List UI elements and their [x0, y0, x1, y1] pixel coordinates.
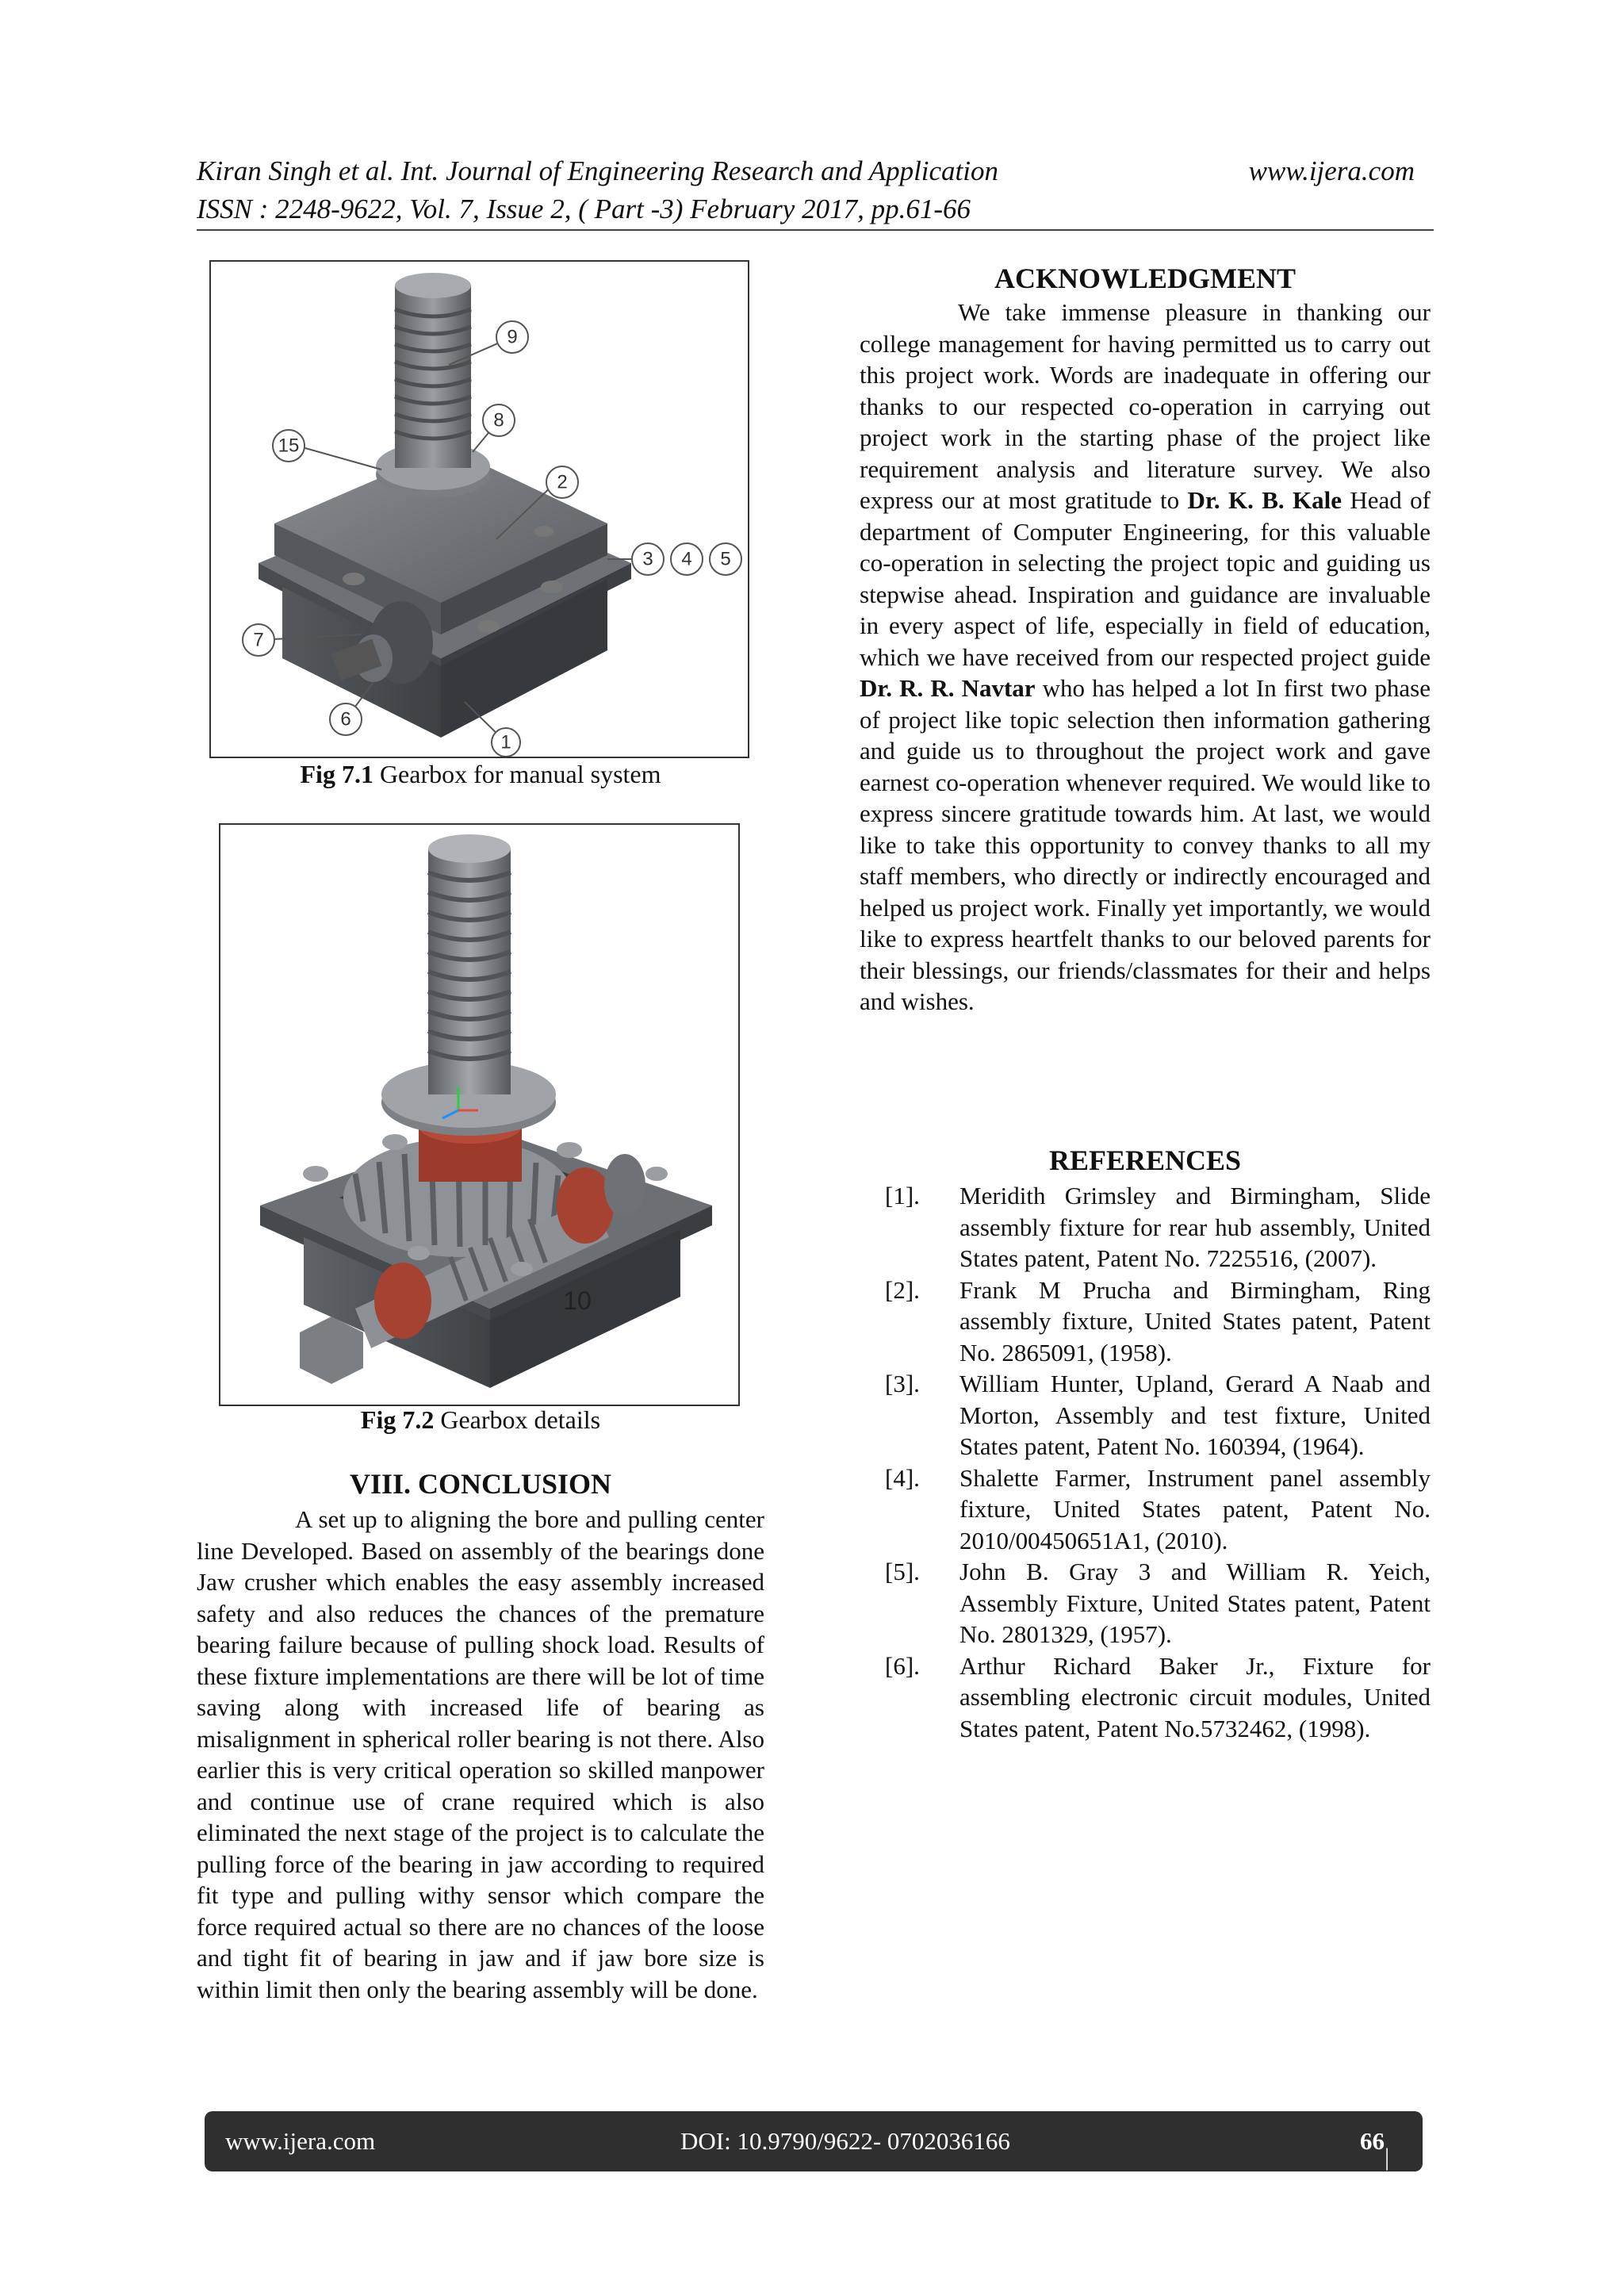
- page-number: 66: [1360, 2127, 1385, 2155]
- acknowledgment-heading: ACKNOWLEDGMENT: [994, 263, 1297, 294]
- conclusion-heading: VIII. CONCLUSION: [349, 1468, 612, 1500]
- figure-7-1-image: [209, 260, 749, 758]
- callout-8: 8: [493, 409, 504, 431]
- callout-6: 6: [340, 708, 351, 730]
- acknowledgment-text-2: Head of department of Computer Engineering, for this valuable co-operation in selecting the project topic and guiding us stepwise ahead. Inspiration and guidance are invaluable in every aspect of life, especially in field of education, which we have received from our respected project guide: [860, 486, 1431, 671]
- callout-5: 5: [720, 548, 731, 570]
- reference-item: [860, 1462, 1431, 1557]
- figure-7-1-caption-text: Gearbox for manual system: [373, 760, 661, 788]
- reference-text: Shalette Farmer, Instrument panel assembly fixture, United States patent, Patent No. 2010/00450651A1, (2010).: [959, 1463, 1431, 1554]
- reference-item: [860, 1556, 1431, 1650]
- reference-item: [860, 1180, 1431, 1274]
- callout-15: 15: [278, 435, 300, 457]
- reference-number: [6].: [885, 1651, 920, 1680]
- reference-item: [860, 1274, 1431, 1369]
- callout-7: 7: [253, 629, 264, 651]
- figure-7-1-caption: [197, 760, 764, 789]
- reference-number: [2].: [885, 1275, 920, 1304]
- reference-number: [4].: [885, 1463, 920, 1492]
- footer-doi: DOI: 10.9790/9622- 0702036166: [680, 2127, 1010, 2155]
- callout-1: 1: [500, 731, 511, 753]
- reference-text: Arthur Richard Baker Jr., Fixture for assembling electronic circuit modules, United States patent, Patent No.5732462, (1998).: [959, 1651, 1431, 1742]
- references-list: [860, 1180, 1431, 1744]
- callout-10: 10: [563, 1286, 592, 1315]
- page-footer: [205, 2111, 1423, 2285]
- reference-item: [860, 1650, 1431, 1745]
- footer-page: [1360, 2127, 1400, 2285]
- figure-7-2-label: Fig 7.2: [360, 1405, 435, 1434]
- running-header: [197, 152, 1434, 228]
- acknowledgment-name-2: Dr. R. R. Navtar: [860, 674, 1036, 702]
- acknowledgment-paragraph: [860, 297, 1431, 1018]
- conclusion-text: A set up to aligning the bore and pulling center line Developed. Based on assembly of the bearings done Jaw crusher which enables the easy assembly increased safety and also reduces the chances of the premature bearing failure because of pulling shock load. Results of these fixture implementations are there will be lot of time saving along with increased life of bearing as misalignment in spherical roller bearing is not there. Also earlier this is very critical operation so skilled manpower and continue use of crane required which is also eliminated the next stage of the project is to calculate the pulling force of the bearing in jaw according to required fit type and pulling withy sensor which compare the force required actual so there are no chances of the loose and tight fit of bearing in jaw and if jaw bore size is within limit then only the bearing assembly will be done.: [197, 1505, 764, 2003]
- reference-text: Meridith Grimsley and Birmingham, Slide assembly fixture for rear hub assembly, United States patent, Patent No. 7225516, (2007).: [959, 1182, 1431, 1272]
- callout-9: 9: [507, 326, 518, 348]
- reference-text: Frank M Prucha and Birmingham, Ring assembly fixture, United States patent, Patent No. 2865091, (1958).: [959, 1275, 1431, 1366]
- header-line-1: [197, 152, 1434, 190]
- conclusion-paragraph: [197, 1504, 764, 2005]
- gearbox-manual-illustration: [211, 262, 748, 757]
- acknowledgment-text-1: We take immense pleasure in thanking our college management for having permitted us to carry out this project work. Words are inadequate in offering our thanks to our respected co-operation in carrying out project work in the starting phase of the project like requirement analysis and literature survey. We also express our at most gratitude to: [860, 298, 1431, 514]
- reference-item: [860, 1368, 1431, 1462]
- callout-4: 4: [681, 548, 692, 570]
- references-heading: REFERENCES: [1048, 1144, 1242, 1176]
- journal-citation: Kiran Singh et al. Int. Journal of Engineering Research and Application: [197, 155, 999, 186]
- figure-7-2-image: [219, 823, 740, 1406]
- header-issue: ISSN : 2248-9622, Vol. 7, Issue 2, ( Part -3) February 2017, pp.61-66: [197, 194, 971, 224]
- callout-2: 2: [557, 471, 568, 493]
- callout-3: 3: [642, 548, 653, 570]
- journal-website: www.ijera.com: [1248, 155, 1415, 186]
- reference-text: William Hunter, Upland, Gerard A Naab and Morton, Assembly and test fixture, United States patent, Patent No. 160394, (1964).: [959, 1370, 1431, 1460]
- reference-text: John B. Gray 3 and William R. Yeich, Assembly Fixture, United States patent, Patent No. 2801329, (1957).: [959, 1558, 1431, 1648]
- acknowledgment-text-3: who has helped a lot In first two phase of project like topic selection then information gathering and guide us to throughout the project work and gave earnest co-operation whenever required. We would like to express sincere gratitude towards him. At last, we would like to take this opportunity to convey thanks to all my staff members, who directly or indirectly encouraged and helped us project work. Finally yet importantly, we would like to express heartfelt thanks to our beloved parents for their blessings, our friends/classmates for their and helps and wishes.: [860, 674, 1431, 1015]
- reference-number: [5].: [885, 1558, 920, 1585]
- figure-7-2-caption: [197, 1405, 764, 1435]
- reference-number: [3].: [885, 1370, 920, 1397]
- gearbox-details-illustration: [220, 825, 738, 1405]
- footer-website: www.ijera.com: [225, 2127, 376, 2155]
- header-rule: [197, 229, 1434, 231]
- figure-7-1-label: Fig 7.1: [300, 760, 373, 788]
- page-suffix: | P a g e: [1385, 2143, 1400, 2285]
- reference-number: [1].: [885, 1182, 920, 1209]
- figure-7-2-caption-text: Gearbox details: [434, 1405, 601, 1434]
- acknowledgment-name-1: Dr. K. B. Kale: [1187, 486, 1342, 514]
